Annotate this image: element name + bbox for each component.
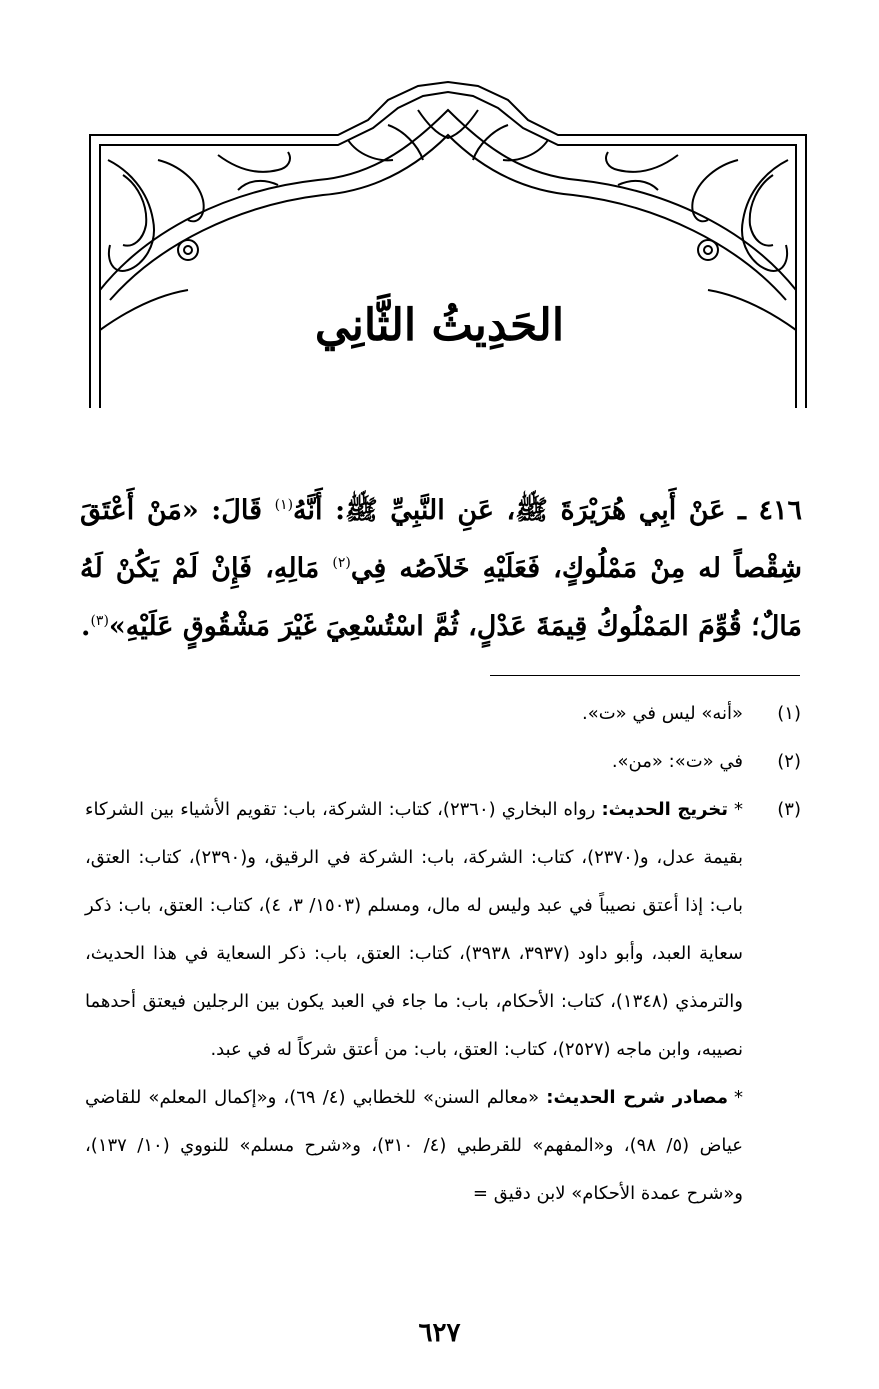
hadith-text	[80, 482, 802, 656]
takhrij-text: رواه البخاري (٢٣٦٠)، كتاب: الشركة، باب: تقويم الأشياء بين الشركاء بقيمة عدل، و(٢٣٧٠)، كتاب: الشركة، باب: الشركة في الرقيق، و(٢٣٩٠)، كتاب: العتق، باب: إذا أعتق نصيباً في عبد وليس له مال، ومسلم (١٥٠٣/ ٣، ٤)، كتاب: العتق، باب: ذكر سعاية العبد، وأبو داود (٣٩٣٧، ٣٩٣٨)، كتاب: العتق، باب: ذكر السعاية في هذا الحديث، والترمذي (١٣٤٨)، كتاب: الأحكام، باب: ما جاء في العبد يكون بين الرجلين فيعتق أحدهما نصيبه، وابن ماجه (٢٥٢٧)، كتاب: العتق، باب: من أعتق شركاً له في عبد.	[85, 799, 744, 1060]
sources-label: مصادر شرح الحديث:	[546, 1087, 728, 1108]
ornament-arch-icon	[88, 80, 808, 410]
footnote-1	[85, 690, 801, 738]
footnote-number: (١)	[777, 703, 801, 724]
footnote-text	[85, 786, 743, 1074]
footnote-number: (٢)	[777, 751, 801, 772]
sources-text: «معالم السنن» للخطابي (٤/ ٦٩)، و«إكمال المعلم» للقاضي عياض (٥/ ٩٨)، و«المفهم» للقرطبي (٤/ ٣١٠)، و«شرح مسلم» للنووي (١٠/ ١٣٧)، و«شرح عمدة الأحكام» لابن دقيق =	[85, 1087, 743, 1204]
footnote-ref-2: (٢)	[332, 555, 351, 571]
bullet-icon: *	[733, 1087, 743, 1108]
bullet-icon: *	[734, 799, 744, 820]
footnote-ref-3: (٣)	[90, 613, 109, 629]
hadith-text-part-2: قَالَ: «مَنْ أَعْتَقَ شِقْصاً له مِنْ مَمْلُوكٍ، فَعَلَيْهِ خَلاَصُه فِي	[80, 495, 802, 584]
footnote-3	[85, 786, 801, 1074]
takhrij-label: تخريج الحديث:	[601, 799, 729, 820]
page-number: ٦٢٧	[418, 1318, 461, 1348]
footnote-text: «أنه» ليس في «ت».	[581, 703, 743, 724]
hadith-text-end: .	[81, 611, 91, 642]
hadith-text-part-1: ـ عَنْ أَبِي هُرَيْرَةَ ﷺ، عَنِ النَّبِيِّ ﷺ: أَنَّهُ	[293, 495, 746, 526]
footnote-separator	[490, 675, 800, 676]
hadith-number: ٤١٦	[758, 495, 802, 526]
footnote-2	[85, 738, 801, 786]
footnote-ref-1: (١)	[274, 497, 294, 513]
footnote-3-continued	[85, 1074, 801, 1218]
footnote-text	[85, 1074, 743, 1218]
footnote-number: (٣)	[777, 799, 801, 820]
hadith-text-part-3: مَالِهِ، فَإِنْ لَمْ يَكُنْ لَهُ مَالٌ؛ قُوِّمَ المَمْلُوكُ قِيمَةَ عَدْلٍ، ثُمَّ اسْتُسْعِيَ غَيْرَ مَشْقُوقٍ عَلَيْهِ»	[80, 553, 802, 642]
footnote-text: في «ت»: «من».	[611, 751, 743, 772]
chapter-title: الحَدِيثُ الثَّانِي	[314, 300, 565, 351]
footnotes	[85, 690, 801, 1218]
ornamental-header-frame	[88, 80, 808, 410]
